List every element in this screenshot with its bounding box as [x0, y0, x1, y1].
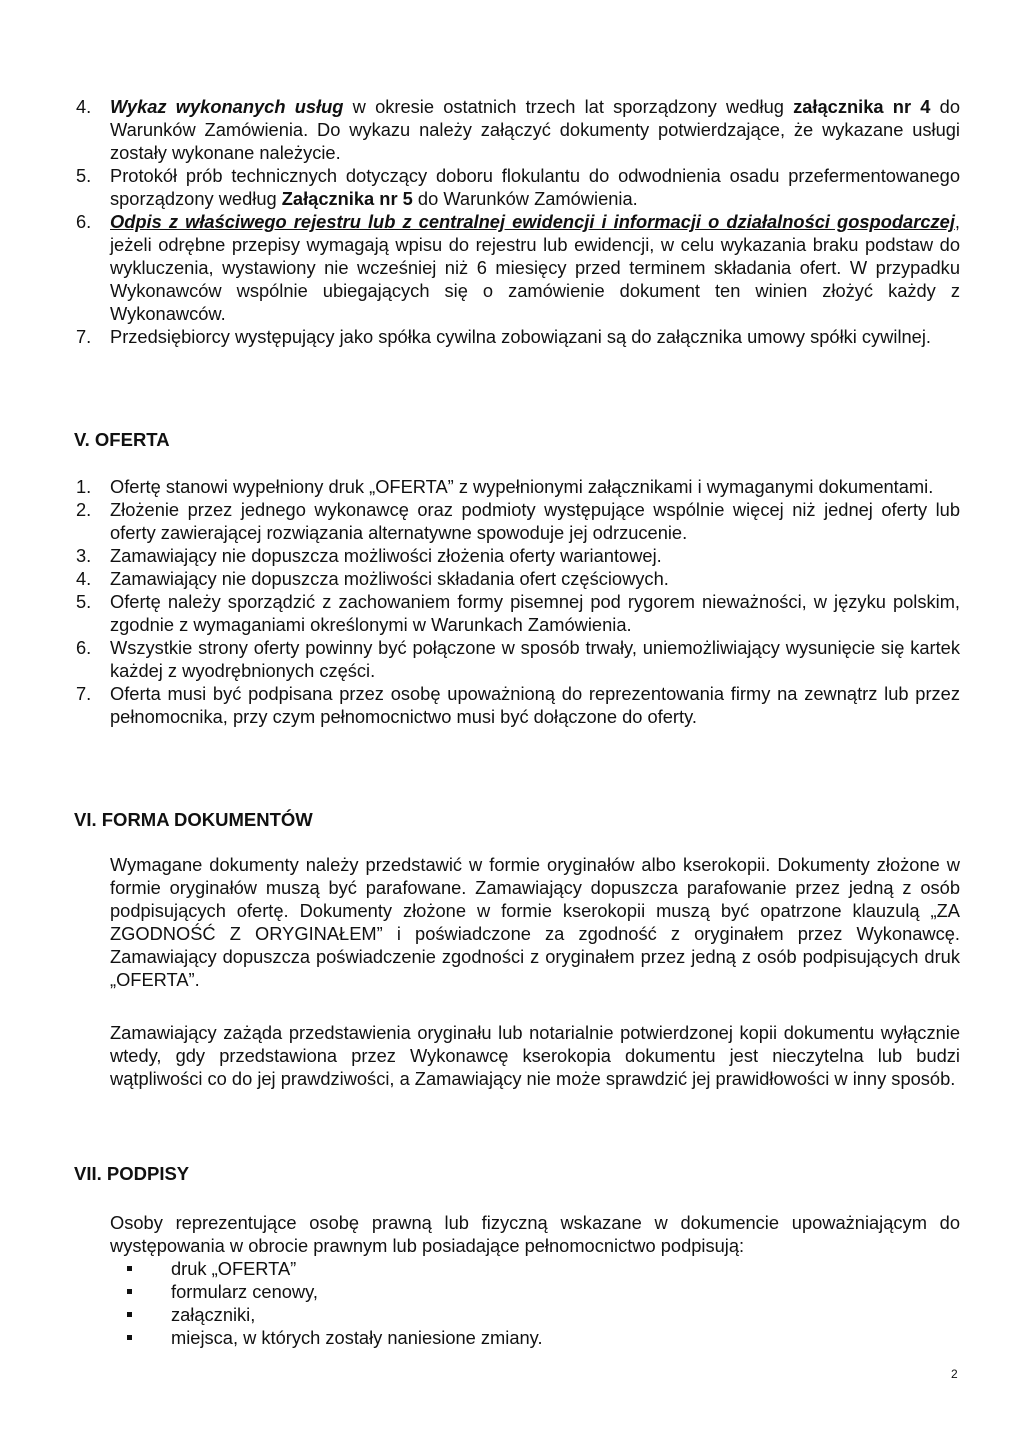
list-item: 6. Odpis z właściwego rejestru lub z centralnej ewidencji i informacji o działalności gospodarczej, jeżeli odrębne przepisy wymagają wpisu do rejestru lub ewidencji, w celu wykazania braku podstaw do wykluczenia, wystawiony nie wcześniej niż 6 miesięcy przed terminem składania ofert. W przypadku Wykonawców wspólnie ubiegających się o zamówienie dokument ten winien złożyć każdy z Wykonawców.	[76, 211, 960, 324]
section-heading: V. OFERTA	[74, 429, 170, 450]
list-item: 7. Oferta musi być podpisana przez osobę upoważnioną do reprezentowania firmy na zewnątrz lub przez pełnomocnika, przy czym pełnomocnictwo musi być dołączone do oferty.	[76, 683, 960, 727]
bullet-icon	[127, 1335, 132, 1340]
list-item: załączniki,	[110, 1303, 960, 1326]
requirements-list	[0, 95, 1024, 348]
list-item: 1. Ofertę stanowi wypełniony druk „OFERTA” z wypełnionymi załącznikami i wymaganymi dokumentami.	[76, 476, 934, 497]
list-item: formularz cenowy,	[110, 1280, 960, 1303]
list-item: 6. Wszystkie strony oferty powinny być połączone w sposób trwały, uniemożliwiający wysunięcie się kartek każdej z wyodrębnionych części.	[76, 637, 960, 681]
forma-paragraph-2: Zamawiający zażąda przedstawienia oryginału lub notarialnie potwierdzonej kopii dokumentu wyłącznie wtedy, gdy przedstawiona przez Wykonawcę kserokopia dokumentu jest nieczytelna lub budzi wątpliwości co do jej prawdziwości, a Zamawiający nie może sprawdzić jej prawidłowości w inny sposób.	[110, 1022, 960, 1089]
list-item: miejsca, w których zostały naniesione zmiany.	[110, 1326, 960, 1349]
list-item: 2. Złożenie przez jednego wykonawcę oraz podmioty występujące wspólnie więcej niż jednej oferty lub oferty zawierającej rozwiązania alternatywne spowoduje jej odrzucenie.	[76, 499, 960, 543]
list-item: 7. Przedsiębiorcy występujący jako spółka cywilna zobowiązani są do załącznika umowy spółki cywilnej.	[76, 326, 931, 347]
podpisy-intro: Osoby reprezentujące osobę prawną lub fizyczną wskazane w dokumencie upoważniającym do występowania w obrocie prawnym lub posiadające pełnomocnictwo podpisują:	[110, 1212, 960, 1256]
list-item: druk „OFERTA”	[110, 1257, 960, 1280]
list-item: 3. Zamawiający nie dopuszcza możliwości złożenia oferty wariantowej.	[76, 545, 662, 566]
bullet-icon	[127, 1266, 132, 1271]
signature-bullets	[110, 1257, 960, 1349]
offer-list	[0, 475, 1024, 728]
page-number: 2	[951, 1367, 958, 1381]
section-heading: VII. PODPISY	[74, 1163, 190, 1184]
section-heading: VI. FORMA DOKUMENTÓW	[74, 809, 313, 830]
list-item: 4. Zamawiający nie dopuszcza możliwości składania ofert częściowych.	[76, 568, 669, 589]
bullet-icon	[127, 1289, 132, 1294]
forma-paragraph-1: Wymagane dokumenty należy przedstawić w formie oryginałów albo kserokopii. Dokumenty złożone w formie oryginałów muszą być parafowane. Zamawiający dopuszcza parafowanie przez jedną z osób podpisujących ofertę. Dokumenty złożone w formie kserokopii muszą być opatrzone klauzulą „ZA ZGODNOŚĆ Z ORYGINAŁEM” i poświadczone za zgodność z oryginałem przez Wykonawcę. Zamawiający dopuszcza poświadczenie zgodności z oryginałem przez jedną z osób podpisujących druk „OFERTA”.	[110, 854, 960, 990]
list-item: 5. Protokół prób technicznych dotyczący doboru flokulantu do odwodnienia osadu przefermentowanego sporządzony według Załącznika nr 5 do Warunków Zamówienia.	[76, 165, 960, 209]
list-item: 4. Wykaz wykonanych usług w okresie ostatnich trzech lat sporządzony według załącznika nr 4 do Warunków Zamówienia. Do wykazu należy załączyć dokumenty potwierdzające, że wykazane usługi zostały wykonane należycie.	[76, 96, 960, 163]
bullet-icon	[127, 1312, 132, 1317]
list-item: 5. Ofertę należy sporządzić z zachowaniem formy pisemnej pod rygorem nieważności, w języku polskim, zgodnie z wymaganiami określonymi w Warunkach Zamówienia.	[76, 591, 960, 635]
